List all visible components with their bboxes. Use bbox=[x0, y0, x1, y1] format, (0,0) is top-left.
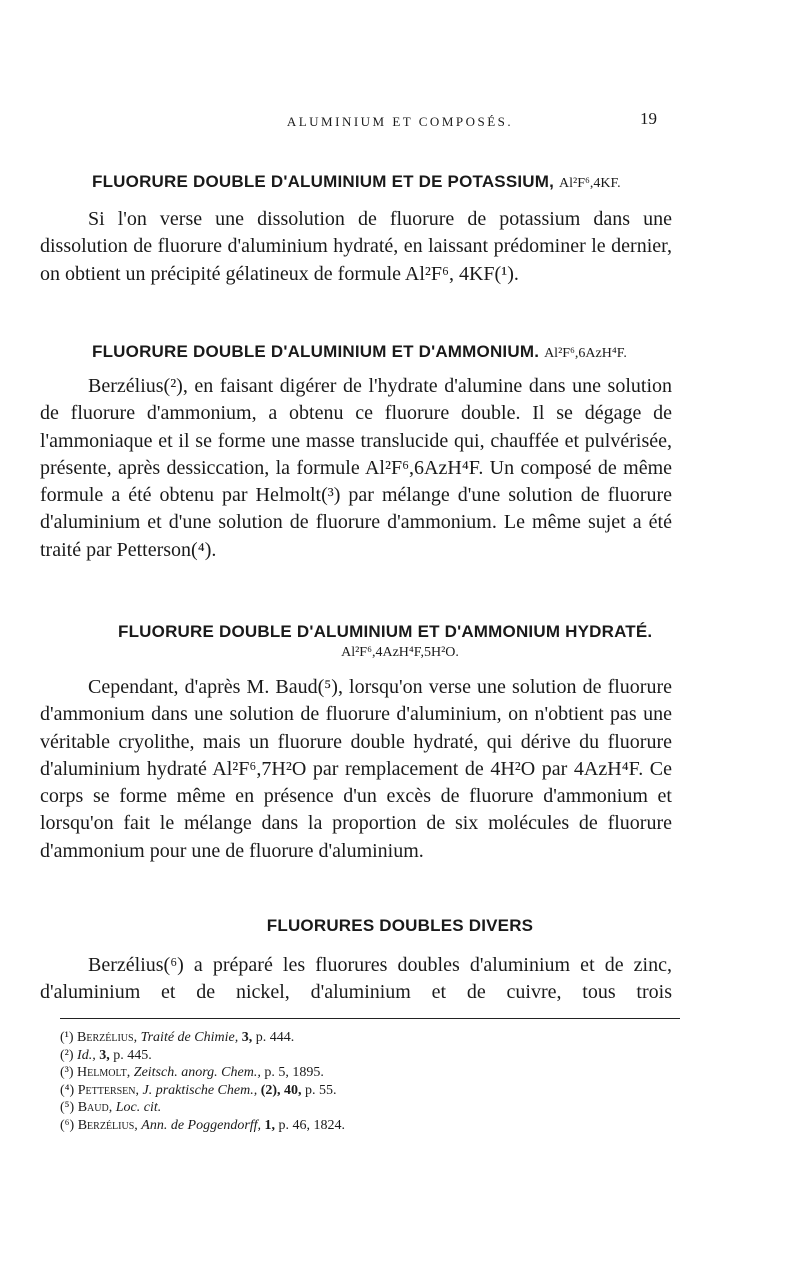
section-paragraph bbox=[40, 952, 672, 1007]
footnotes bbox=[60, 1029, 680, 1135]
footnote-mark: (⁵) bbox=[60, 1100, 75, 1116]
footnote-volume: 3, bbox=[241, 1030, 253, 1045]
section-paragraph bbox=[40, 674, 672, 865]
section-title: FLUORURE DOUBLE D'ALUMINIUM ET D'AMMONIUM. bbox=[92, 342, 540, 361]
footnote-author: Berzélius, bbox=[77, 1030, 138, 1045]
footnote-rule bbox=[60, 1018, 680, 1019]
section-heading bbox=[0, 916, 800, 936]
footnote-author: Helmolt, bbox=[77, 1065, 131, 1081]
paragraph-text: Berzélius(²), en faisant digérer de l'hydrate d'alumine dans une solution de fluorure d'ammonium, a obtenu ce fluorure double. Il se dégage de l'ammoniaque et il se forme une masse translucide qui, chauffée et pulvérisée, présente, après dessiccation, la formule Al²F⁶,6AzH⁴F. Un composé de même formule a été obtenu par Helmolt(³) par mélange d'une solution de fluorure d'aluminium et d'une solution de fluorure d'ammonium. Le même sujet a été traité par Petterson(⁴). bbox=[40, 375, 672, 561]
footnote-pages: p. 444. bbox=[255, 1030, 295, 1045]
footnote-item bbox=[60, 1064, 680, 1082]
section-formula: Al²F⁶,4AzH⁴F,5H²O. bbox=[341, 645, 459, 660]
footnote-mark: (²) bbox=[60, 1047, 74, 1063]
footnote-title: Zeitsch. anorg. Chem., bbox=[133, 1065, 261, 1081]
footnote-mark: (⁶) bbox=[60, 1117, 75, 1133]
footnote-title: J. praktische Chem., bbox=[142, 1082, 258, 1098]
footnote-pages: p. 46, 1824. bbox=[278, 1117, 346, 1133]
footnote-volume: 1, bbox=[264, 1117, 276, 1133]
footnote-author: Berzélius, bbox=[77, 1117, 138, 1133]
running-title: ALUMINIUM ET COMPOSÉS. bbox=[286, 114, 514, 129]
footnote-item bbox=[60, 1099, 680, 1117]
footnote-mark: (⁴) bbox=[60, 1082, 75, 1098]
footnote-title: Id., bbox=[77, 1047, 96, 1063]
footnote-item bbox=[60, 1082, 680, 1100]
footnote-author: Baud, bbox=[77, 1100, 113, 1116]
footnote-title: Loc. cit. bbox=[115, 1100, 162, 1116]
section-title: FLUORURE DOUBLE D'ALUMINIUM ET DE POTASSIUM, bbox=[92, 172, 555, 191]
footnote-pages: p. 55. bbox=[305, 1082, 337, 1098]
footnote-volume: 3, bbox=[99, 1047, 110, 1063]
footnote-pages: p. 5, 1895. bbox=[264, 1065, 324, 1081]
page-number: 19 bbox=[640, 109, 657, 128]
section-title: FLUORURES DOUBLES DIVERS bbox=[266, 916, 534, 935]
section-heading bbox=[92, 172, 800, 192]
footnote-item bbox=[60, 1029, 680, 1047]
footnote-item bbox=[60, 1117, 680, 1135]
section-title: FLUORURE DOUBLE D'ALUMINIUM ET D'AMMONIUM HYDRATÉ. bbox=[118, 622, 653, 641]
section-formula: Al²F⁶,4KF. bbox=[559, 176, 621, 191]
section-paragraph bbox=[40, 206, 672, 288]
paragraph-text: Cependant, d'après M. Baud(⁵), lorsqu'on verse une solution de fluorure d'ammonium dans une solution de fluorure d'aluminium, on n'obtient pas une véritable cryolithe, mais un fluorure double hydraté, qui dérive du fluorure d'aluminium hydraté Al²F⁶,7H²O par remplacement de 4H²O par 4AzH⁴F. Ce corps se forme même en présence d'un excès de fluorure d'ammonium et lorsqu'on fait le mélange dans la proportion de six molécules de fluorure d'ammonium pour une de fluorure d'aluminium. bbox=[40, 676, 672, 862]
footnote-mark: (¹) bbox=[60, 1030, 74, 1045]
footnote-pages: p. 445. bbox=[113, 1047, 152, 1063]
footnote-title: Ann. de Poggendorff, bbox=[141, 1117, 262, 1133]
section-heading bbox=[92, 342, 800, 362]
section-formula: Al²F⁶,6AzH⁴F. bbox=[544, 346, 627, 361]
footnote-title: Traité de Chimie, bbox=[140, 1030, 239, 1045]
footnote-mark: (³) bbox=[60, 1065, 74, 1081]
footnote-volume: (2), 40, bbox=[260, 1082, 302, 1098]
paragraph-text: Berzélius(⁶) a préparé les fluorures doubles d'aluminium et de zinc, d'aluminium et de nickel, d'aluminium et de cuivre, tous trois bbox=[40, 954, 672, 1004]
paragraph-text: Si l'on verse une dissolution de fluorure de potassium dans une dissolution de fluorure d'aluminium hydraté, en laissant prédominer le dernier, on obtient un précipité gélatineux de formule Al²F⁶, 4KF(¹). bbox=[40, 208, 672, 285]
section-paragraph bbox=[40, 373, 672, 564]
section-heading bbox=[118, 622, 800, 642]
footnote-item bbox=[60, 1047, 680, 1065]
footnote-author: Pettersen, bbox=[77, 1082, 139, 1098]
